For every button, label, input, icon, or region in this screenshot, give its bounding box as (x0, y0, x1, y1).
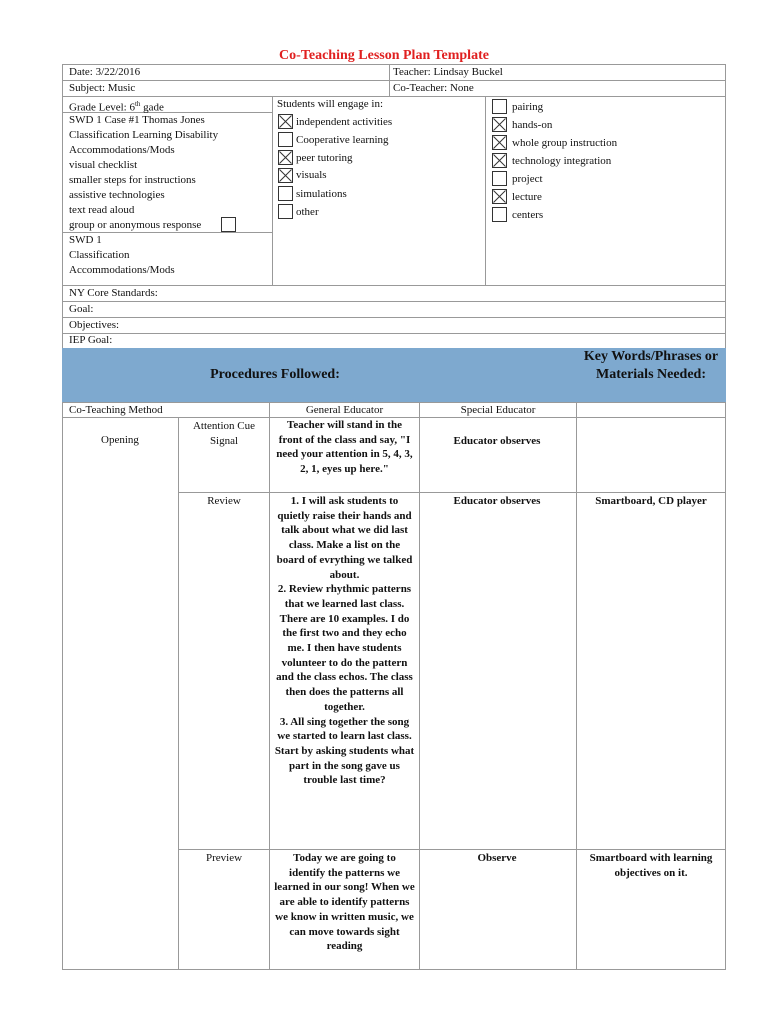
engage-heading: Students will engage in: (277, 98, 384, 110)
subject-text: Subject: Music (69, 82, 136, 94)
core-standards-label: NY Core Standards: (69, 287, 158, 299)
swd1-line: Accommodations/Mods (69, 144, 175, 156)
swd1-blank-line: Classification (69, 249, 130, 261)
goal-row (62, 301, 726, 318)
group-response-checkbox[interactable] (221, 217, 236, 232)
checkbox-visuals[interactable] (278, 168, 293, 183)
engage-left-label: Cooperative learning (296, 134, 389, 146)
engage-left-label: independent activities (296, 116, 393, 128)
col-divider-4 (576, 402, 577, 970)
col-divider-3 (419, 402, 420, 970)
materials-preview: Smartboard with learning objectives on it. (589, 852, 713, 879)
checkbox-other[interactable] (278, 204, 293, 219)
goal-label: Goal: (69, 303, 94, 315)
engage-right-label: pairing (512, 101, 544, 113)
step-preview: Preview (205, 852, 243, 864)
checkbox-peer-tutoring[interactable] (278, 150, 293, 165)
page-title: Co-Teaching Lesson Plan Template (279, 48, 489, 63)
checkbox-technology-integration[interactable] (492, 153, 507, 168)
checkbox-whole-group-instruction[interactable] (492, 135, 507, 150)
objectives-row (62, 317, 726, 334)
engage-left-label: visuals (296, 169, 327, 181)
step-attention-cue: Attention Cue Signal (192, 420, 256, 447)
engage-right-label: hands-on (512, 119, 553, 131)
swd1-line: Classification Learning Disability (69, 129, 219, 141)
column-header-general: General Educator (305, 404, 384, 416)
special-preview: Observe (477, 852, 517, 864)
general-preview: Today we are going to identify the patterns we learned in our song! When we are able to identify patterns we know in written music, we can move towards sight reading (274, 852, 415, 953)
grade-suffix: gade (140, 101, 164, 114)
iep-goal-label: IEP Goal: (69, 334, 113, 346)
checkbox-hands-on[interactable] (492, 117, 507, 132)
col-divider-2 (269, 402, 270, 970)
swd1-blank-list (69, 233, 175, 278)
iep-goal-row (62, 333, 726, 349)
engage-right-label: lecture (512, 191, 542, 203)
checkbox-simulations[interactable] (278, 186, 293, 201)
column-header-special: Special Educator (460, 404, 536, 416)
row-divider-2 (178, 849, 726, 850)
engage-right-label: technology integration (512, 155, 612, 167)
col-divider-1 (178, 417, 179, 970)
engage-left-label: other (296, 206, 319, 218)
swd1-line: smaller steps for instructions (69, 174, 196, 186)
engage-right-label: whole group instruction (512, 137, 618, 149)
procedures-heading: Procedures Followed: (210, 367, 340, 382)
engage-right-label: centers (512, 209, 544, 221)
column-header-method: Co-Teaching Method (69, 404, 163, 416)
engage-right-label: project (512, 173, 543, 185)
co-teacher-text: Co-Teacher: None (393, 82, 474, 94)
divider-right (485, 96, 486, 286)
grade-label: Grade Level: 6 (69, 101, 135, 114)
row-divider-1 (178, 492, 726, 493)
checkbox-independent-activities[interactable] (278, 114, 293, 129)
checkbox-lecture[interactable] (492, 189, 507, 204)
special-review: Educator observes (453, 495, 541, 507)
checkbox-project[interactable] (492, 171, 507, 186)
teacher-text: Teacher: Lindsay Buckel (393, 66, 503, 78)
swd1-blank-line: SWD 1 (69, 234, 102, 246)
core-standards-row (62, 285, 726, 302)
keywords-heading: Key Words/Phrases or Materials Needed: (583, 349, 719, 382)
materials-review: Smartboard, CD player (595, 495, 707, 507)
swd1-line: text read aloud (69, 204, 135, 216)
special-attention-cue: Educator observes (453, 435, 541, 447)
checkbox-cooperative-learning[interactable] (278, 132, 293, 147)
engage-left-label: peer tutoring (296, 152, 353, 164)
step-review: Review (207, 495, 241, 507)
general-review: 1. I will ask students to quietly raise their hands and talk about what we did last class. Make a list on the board of evrything we talked about. 2. Review rhythmic patterns that we learned last class. There are 10 examples. I do the first two and they echo me. I then have students volunteer to do the pattern and the class echos. The class then does the patterns all together. 3. All sing together the song we started to learn last class. Start by asking students what part in the song gave us trouble last time? (274, 495, 415, 787)
date-text: Date: 3/22/2016 (69, 66, 141, 78)
grade-sup: th (134, 100, 141, 108)
swd1-blank-line: Accommodations/Mods (69, 264, 175, 276)
opening-label: Opening (101, 434, 139, 446)
objectives-label: Objectives: (69, 319, 120, 331)
checkbox-centers[interactable] (492, 207, 507, 222)
swd1-line: assistive technologies (69, 189, 165, 201)
swd1-line: visual checklist (69, 159, 138, 171)
general-attention-cue: Teacher will stand in the front of the class and say, "I need your attention in 5, 4, 3, 2, 1, eyes up here." (276, 419, 413, 476)
swd1-line: SWD 1 Case #1 Thomas Jones (69, 114, 205, 126)
swd1-line: group or anonymous response (69, 219, 202, 231)
checkbox-pairing[interactable] (492, 99, 507, 114)
engage-left-label: simulations (296, 188, 347, 200)
divider-left (272, 96, 273, 286)
swd1-case-list (69, 113, 218, 233)
